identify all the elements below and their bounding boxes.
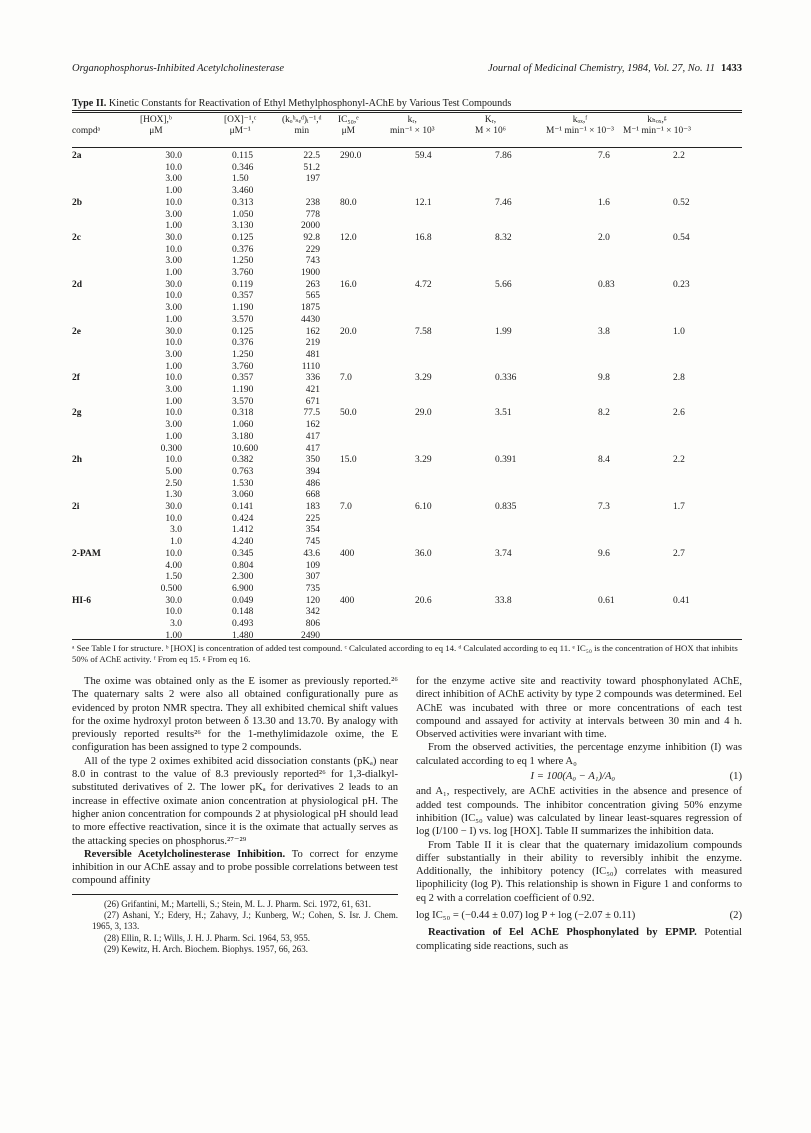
reference: (29) Kewitz, H. Arch. Biochem. Biophys. 1957, 66, 263. (104, 943, 308, 954)
column-header-line2: compdᵃ (72, 126, 101, 136)
table-cell: 745 (305, 537, 320, 548)
table-cell: 0.357 (232, 291, 254, 302)
table-cell: 0.391 (495, 455, 517, 466)
table-cell: 263 (305, 279, 320, 290)
table-cell: 5.66 (495, 279, 512, 290)
table-label: Type II. (72, 98, 107, 109)
table-cell: 1.00 (165, 268, 182, 278)
table-row (72, 326, 742, 338)
table-cell: 0.357 (232, 373, 254, 384)
table-cell: 10.0 (165, 455, 182, 466)
table-cell: 400 (340, 595, 355, 606)
table-cell: 30.0 (165, 326, 182, 337)
column-header (338, 115, 359, 137)
table-cell: 2490 (301, 630, 320, 641)
table-row (72, 314, 742, 326)
table-cell: 1.00 (165, 431, 182, 442)
table-cell: 0.141 (232, 502, 254, 512)
table-cell: 1.00 (165, 221, 182, 232)
table-cell: 1.00 (165, 630, 182, 641)
table-cell: 12.0 (340, 232, 357, 243)
table-cell: 8.4 (598, 455, 610, 466)
table-cell: 30.0 (165, 595, 182, 606)
table-cell: 354 (305, 525, 320, 536)
table-row (72, 267, 742, 279)
table-cell: 0.049 (232, 595, 254, 606)
table-cell: 1.50 (232, 174, 249, 185)
table-cell: 336 (305, 373, 320, 384)
table-row (72, 571, 742, 583)
table-cell: 4.240 (232, 537, 254, 548)
table-cell: 342 (305, 607, 320, 618)
table-cell: 30.0 (165, 502, 182, 512)
section-paragraph (72, 848, 398, 888)
running-head (72, 62, 742, 76)
table-cell: 10.0 (165, 291, 182, 302)
equation-body: log IC₅₀ = (−0.44 ± 0.07) log P + log (−2.07 ± 0.11) (416, 910, 636, 922)
table-cell: 4.00 (165, 560, 182, 571)
table-cell: 400 (340, 548, 355, 559)
table-cell: 33.8 (495, 595, 512, 606)
table-cell: 3.060 (232, 490, 254, 501)
table-cell: 417 (305, 431, 320, 442)
table-row (72, 290, 742, 302)
table-cell: 30.0 (165, 151, 182, 161)
table-row (72, 618, 742, 630)
table-cell: 2.6 (673, 408, 685, 419)
table-cell: 3.29 (415, 455, 432, 466)
table-cell: 92.8 (303, 232, 320, 243)
compound-label: 2g (72, 408, 82, 419)
running-head-right (488, 62, 742, 76)
table-cell: 10.0 (165, 607, 182, 618)
table-cell: 29.0 (415, 408, 432, 419)
table-cell: 3.130 (232, 221, 254, 232)
table-cell: 3.51 (495, 408, 512, 419)
table-cell: 10.0 (165, 338, 182, 349)
table-cell: 3.460 (232, 186, 254, 197)
paragraph: The oxime was obtained only as the E isomer as previously reported.²⁶ The quaternary salts 2 were also all obtained configurationally pure as evidenced by proton NMR spectra. They all exhibited chemical shift values for the oxime hydroxyl proton between δ 13.30 and 13.70. By analogy with previously reported results²⁶ for the 1-methylimidazole oxime, the E configuration has been assigned to type 2 compounds. (72, 676, 398, 754)
section-heading: Reversible Acetylcholinesterase Inhibition. (84, 848, 286, 860)
reference: (26) Grifantini, M.; Martelli, S.; Stein, M. L. J. Pharm. Sci. 1972, 61, 631. (104, 898, 371, 909)
paragraph-text: To correct for enzyme inhibition in our AChE assay and to probe possible correlations between test compound affinity (72, 848, 398, 887)
table-cell: 3.00 (165, 174, 182, 185)
table-cell: 3.180 (232, 431, 254, 442)
table-cell: 806 (305, 619, 320, 629)
table-row (72, 279, 742, 291)
compound-label: 2c (72, 232, 81, 243)
table-cell: 0.125 (232, 232, 254, 243)
compound-label: 2a (72, 151, 82, 161)
table-row (72, 443, 742, 455)
table-cell: 565 (305, 291, 320, 302)
table-body (72, 148, 742, 639)
table-cell: 30.0 (165, 279, 182, 290)
references (72, 894, 398, 955)
column-header-line2: μM (149, 126, 163, 136)
table-cell: 2.8 (673, 373, 685, 384)
compound-label: 2h (72, 455, 83, 466)
table-cell: 7.58 (415, 326, 432, 337)
column-header-line2: M⁻¹ min⁻¹ × 10⁻³ (623, 126, 691, 136)
table-cell: 421 (305, 385, 320, 395)
compound-label: 2b (72, 197, 83, 208)
table-cell: 307 (305, 572, 320, 583)
table-cell: 3.8 (598, 326, 610, 337)
table-row (72, 384, 742, 396)
table-cell: 80.0 (340, 197, 357, 208)
right-column (416, 675, 742, 955)
table-row (72, 162, 742, 174)
table-cell: 51.2 (303, 162, 320, 173)
table-row (72, 630, 742, 642)
table-cell: 0.336 (495, 373, 517, 384)
equation-1 (416, 770, 742, 783)
compound-label: 2-PAM (72, 548, 101, 559)
table-cell: 1.00 (165, 314, 182, 325)
table-cell: 219 (305, 338, 320, 349)
table-cell: 0.376 (232, 338, 254, 349)
table-cell: 7.0 (340, 502, 352, 512)
running-head-left: Organophosphorus-Inhibited Acetylcholinesterase (72, 63, 285, 74)
column-header-line2: min (294, 126, 310, 136)
table-cell: 0.382 (232, 455, 254, 466)
table-cell: 735 (305, 583, 320, 594)
table-cell: 12.1 (415, 197, 432, 208)
table-cell: 3.00 (165, 303, 182, 314)
table-row (72, 209, 742, 221)
table-cell: 10.0 (165, 373, 182, 384)
table-cell: 394 (305, 466, 320, 477)
table-cell: 778 (305, 209, 320, 220)
table-row (72, 255, 742, 267)
table-row (72, 197, 742, 209)
table-row (72, 407, 742, 419)
table-cell: 1875 (301, 303, 320, 314)
table-row (72, 501, 742, 513)
table-cell: 7.6 (598, 151, 610, 161)
table-row (72, 361, 742, 373)
table-cell: 3.570 (232, 396, 254, 407)
table-row (72, 220, 742, 232)
table-cell: 10.0 (165, 162, 182, 173)
column-header (140, 115, 172, 137)
column-header-line1: IC₅₀,ᵉ (338, 115, 359, 125)
table-cell: 162 (305, 326, 320, 337)
table-cell: 0.148 (232, 607, 254, 618)
table-cell: 6.10 (415, 502, 432, 512)
table-cell: 417 (305, 443, 320, 454)
text-columns (72, 675, 742, 955)
table-row (72, 606, 742, 618)
column-header (282, 115, 322, 137)
table-cell: 3.760 (232, 268, 254, 278)
table-row (72, 244, 742, 256)
table-row (72, 419, 742, 431)
table-cell: 486 (305, 478, 320, 489)
table-cell: 2.7 (673, 548, 685, 559)
table-row (72, 302, 742, 314)
table-cell: 3.0 (170, 525, 182, 536)
table-cell: 50.0 (340, 408, 357, 419)
table-cell: 2.2 (673, 455, 685, 466)
table-row (72, 150, 742, 162)
table-cell: 109 (305, 560, 320, 571)
compound-label: 2i (72, 502, 80, 512)
column-header-line2: μM (341, 126, 356, 136)
table-row (72, 583, 742, 595)
table-cell: 0.345 (232, 548, 254, 559)
table-cell: 183 (305, 502, 320, 512)
table-caption: Kinetic Constants for Reactivation of Ethyl Methylphosphonyl-AChE by Various Test Compounds (108, 98, 512, 109)
table-cell: 0.125 (232, 326, 254, 337)
table-cell: 0.300 (160, 443, 182, 454)
column-header-line1: [HOX],ᵇ (140, 115, 172, 125)
compound-label: 2d (72, 279, 83, 290)
table-cell: 162 (305, 420, 320, 431)
table-cell: 1.50 (165, 572, 182, 583)
table-cell: 3.570 (232, 314, 254, 325)
table-cell: 7.86 (495, 151, 512, 161)
compound-label: 2e (72, 326, 81, 337)
table-row (72, 173, 742, 185)
table-cell: 1.480 (232, 630, 254, 641)
table-cell: 10.0 (165, 197, 182, 208)
table-cell: 1.190 (232, 303, 254, 314)
reference: (28) Ellin, R. I.; Wills, J. H. J. Pharm. Sci. 1964, 53, 955. (104, 932, 310, 943)
column-header (224, 115, 256, 137)
table-cell: 1.190 (232, 385, 254, 395)
column-header (475, 115, 506, 137)
paragraph: All of the type 2 oximes exhibited acid dissociation constants (pKₐ) near 8.0 in contrast to the value of 8.3 previously reported²⁶ for 1,3-dialkyl-substituted derivatives of 2. The lower pKₐ for derivatives 2 leads to an increase in effective oximate anion concentration at physiological pH. The higher anion concentration for compounds 2 at physiological pH should lead to more effective reactivation, since it is the oximate that actually serves as the attacking species on phosphorus.²⁷⁻²⁹ (72, 755, 398, 847)
table-cell: 668 (305, 490, 320, 501)
table-cell: 8.32 (495, 232, 512, 243)
table-cell: 16.0 (340, 279, 357, 290)
table-cell: 2.0 (598, 232, 610, 243)
table-cell: 1.0 (170, 537, 182, 548)
table-title (72, 98, 742, 110)
table-row (72, 524, 742, 536)
table-cell: 9.6 (598, 548, 610, 559)
table-row (72, 595, 742, 607)
journal-citation: Journal of Medicinal Chemistry, 1984, Vol. 27, No. 11 (487, 63, 715, 74)
table-cell: 1110 (301, 361, 320, 372)
paragraph: From Table II it is clear that the quaternary imidazolium compounds differ substantially in their ability to reversibly inhibit the enzyme. Additionally, the inhibitory potency (IC₅₀) correlates with measured lipophilicity (log P). This relationship is shown in Figure 1 and conforms to eq 2 with a correlation coefficient of 0.92. (416, 839, 742, 904)
column-header-line2: M⁻¹ min⁻¹ × 10⁻³ (546, 126, 614, 136)
table-cell: 2000 (301, 221, 320, 232)
table-cell: 20.0 (340, 326, 357, 337)
table-cell: 20.6 (415, 595, 432, 606)
table-cell: 1.530 (232, 478, 254, 489)
table-row (72, 396, 742, 408)
table-row (72, 431, 742, 443)
column-header-line2: M × 10⁶ (475, 126, 506, 136)
table-cell: 0.54 (673, 232, 690, 243)
table-cell: 1.060 (232, 420, 254, 431)
table-cell: 10.0 (165, 244, 182, 255)
left-column (72, 675, 398, 955)
table-cell: 36.0 (415, 548, 432, 559)
table-cell: 6.900 (232, 583, 254, 594)
table-cell: 238 (305, 197, 320, 208)
paragraph: and A₁, respectively, are AChE activities in the absence and presence of added test compounds. The inhibitor concentration giving 50% enzyme inhibition (IC₅₀ value) was calculated by linear least-squares regression of log (I/100 − I) vs. log [HOX]. Table II summarizes the inhibition data. (416, 786, 742, 838)
equation-body: I = 100(A₀ − A₁)/A₀ (530, 771, 616, 783)
table-cell: 43.6 (303, 548, 320, 559)
table-cell: 30.0 (165, 232, 182, 243)
column-header (623, 115, 691, 137)
table-row (72, 560, 742, 572)
table-cell: 120 (305, 595, 320, 606)
table-cell: 3.00 (165, 385, 182, 395)
table-row (72, 185, 742, 197)
compound-label: 2f (72, 373, 80, 384)
table-header (72, 113, 742, 147)
compound-label: HI-6 (72, 595, 91, 606)
table-cell: 8.2 (598, 408, 610, 419)
table-cell: 77.5 (303, 408, 320, 419)
table-cell: 3.00 (165, 209, 182, 220)
table-cell: 225 (305, 513, 320, 524)
table-row (72, 232, 742, 244)
table-cell: 2.2 (673, 151, 685, 161)
table-cell: 4430 (301, 314, 320, 325)
table-cell: 0.83 (598, 279, 615, 290)
table-cell: 2.50 (165, 478, 182, 489)
table-cell: 9.8 (598, 373, 610, 384)
table-cell: 1.0 (673, 326, 685, 337)
table-row (72, 548, 742, 560)
column-header-line1: kₕₒₓ,ᵍ (647, 115, 667, 125)
table-cell: 671 (305, 396, 320, 407)
column-header-line2: μM⁻¹ (229, 126, 251, 136)
table-cell: 0.500 (160, 583, 182, 594)
table-cell: 0.376 (232, 244, 254, 255)
table-cell: 5.00 (165, 466, 182, 477)
table-row (72, 454, 742, 466)
table-cell: 1.00 (165, 361, 182, 372)
table-cell: 1.250 (232, 256, 254, 267)
table-cell: 197 (305, 174, 320, 185)
table-cell: 0.23 (673, 279, 690, 290)
table-cell: 0.493 (232, 619, 254, 629)
table-cell: 10.0 (165, 408, 182, 419)
table-cell: 22.5 (303, 151, 320, 161)
table-cell: 0.346 (232, 162, 254, 173)
paragraph: for the enzyme active site and reactivity toward phosphonylated AChE, direct inhibition of AChE activity by type 2 compounds was determined. Eel AChE was incubated with three or more concentrations of each test compound and assayed for activity at intervals between 30 min and 4 h. Observed activities were invariant with time. (416, 676, 742, 741)
table-row (72, 466, 742, 478)
table-cell: 0.424 (232, 513, 254, 524)
table-cell: 7.46 (495, 197, 512, 208)
table-cell: 3.74 (495, 548, 512, 559)
table-cell: 3.760 (232, 361, 254, 372)
table-cell: 1.250 (232, 349, 254, 360)
table-cell: 3.0 (170, 619, 182, 629)
table-cell: 1.6 (598, 197, 610, 208)
table-cell: 0.763 (232, 466, 254, 477)
table-row (72, 513, 742, 525)
column-header-line1: (kₒᵇₛₑᵈ)ᵢ⁻¹,ᵈ (282, 115, 322, 125)
table-cell: 3.00 (165, 420, 182, 431)
table-cell: 16.8 (415, 232, 432, 243)
page-number: 1433 (721, 63, 742, 74)
table-cell: 350 (305, 455, 320, 466)
table-row (72, 489, 742, 501)
table-cell: 0.41 (673, 595, 690, 606)
section-heading: Reactivation of Eel AChE Phosphonylated by EPMP. (428, 927, 697, 939)
paragraph-text: Potential complicating side reactions, such as (416, 927, 742, 952)
table-cell: 1.7 (673, 502, 685, 512)
equation-number: (2) (729, 910, 742, 922)
table-cell: 1.00 (165, 396, 182, 407)
table-cell: 0.313 (232, 197, 254, 208)
table-cell: 4.72 (415, 279, 432, 290)
table-cell: 743 (305, 256, 320, 267)
table-cell: 10.600 (232, 443, 259, 454)
journal-page (72, 62, 742, 955)
table-cell: 59.4 (415, 151, 432, 161)
table-cell: 0.115 (232, 151, 254, 161)
table-cell: 3.29 (415, 373, 432, 384)
table-cell: 0.61 (598, 595, 615, 606)
column-header (546, 115, 614, 137)
table-cell: 0.804 (232, 560, 254, 571)
table-cell: 229 (305, 244, 320, 255)
column-header-line1: kᵣ, (407, 115, 417, 125)
table-cell: 1.050 (232, 209, 254, 220)
table-row (72, 478, 742, 490)
table-row (72, 349, 742, 361)
table-footnote: ᵃ See Table I for structure. ᵇ [HOX] is concentration of added test compound. ᶜ Calculated according to eq 14. ᵈ Calculated according to eq 11. ᵉ IC₅₀ is the concentration of HOX that inhibits 50% of AChE activity. ᶠ From eq 15. ᵍ From eq 16. (72, 643, 738, 664)
column-header-line2: min⁻¹ × 10³ (390, 126, 435, 136)
table-cell: 0.119 (232, 279, 254, 290)
column-header-line1: [OX]⁻¹,ᶜ (224, 115, 257, 125)
table-cell: 2.300 (232, 572, 254, 583)
table-cell: 1.412 (232, 525, 254, 536)
equation-2 (416, 909, 742, 922)
table-cell: 0.835 (495, 502, 517, 512)
table-cell: 0.318 (232, 408, 254, 419)
table-cell: 481 (305, 349, 320, 360)
table-row (72, 372, 742, 384)
table-cell: 1.99 (495, 326, 512, 337)
table-cell: 15.0 (340, 455, 357, 466)
column-header-line1: kₒₓ,ᶠ (572, 115, 588, 125)
table-cell: 7.3 (598, 502, 610, 512)
table-cell: 10.0 (165, 513, 182, 524)
table-cell: 7.0 (340, 373, 352, 384)
column-header (72, 126, 100, 137)
table-cell: 3.00 (165, 349, 182, 360)
table-cell: 290.0 (340, 151, 362, 161)
reference: (27) Ashani, Y.; Edery, H.; Zahavy, J.; Kunberg, W.; Cohen, S. Isr. J. Chem. 1965, 3, 133. (92, 910, 398, 932)
column-header-line1: Kᵣ, (484, 115, 497, 125)
table-cell: 1.00 (165, 186, 182, 197)
table-cell: 1900 (301, 268, 320, 278)
column-header (390, 115, 435, 137)
table-row (72, 337, 742, 349)
table-row (72, 536, 742, 548)
table-cell: 3.00 (165, 256, 182, 267)
table-cell: 0.52 (673, 197, 690, 208)
equation-number: (1) (729, 771, 742, 783)
paragraph: From the observed activities, the percentage enzyme inhibition (I) was calculated according to eq 1 where A₀ (416, 742, 742, 767)
table-cell: 1.30 (165, 490, 182, 501)
section-paragraph (416, 926, 742, 953)
table-cell: 10.0 (165, 548, 182, 559)
